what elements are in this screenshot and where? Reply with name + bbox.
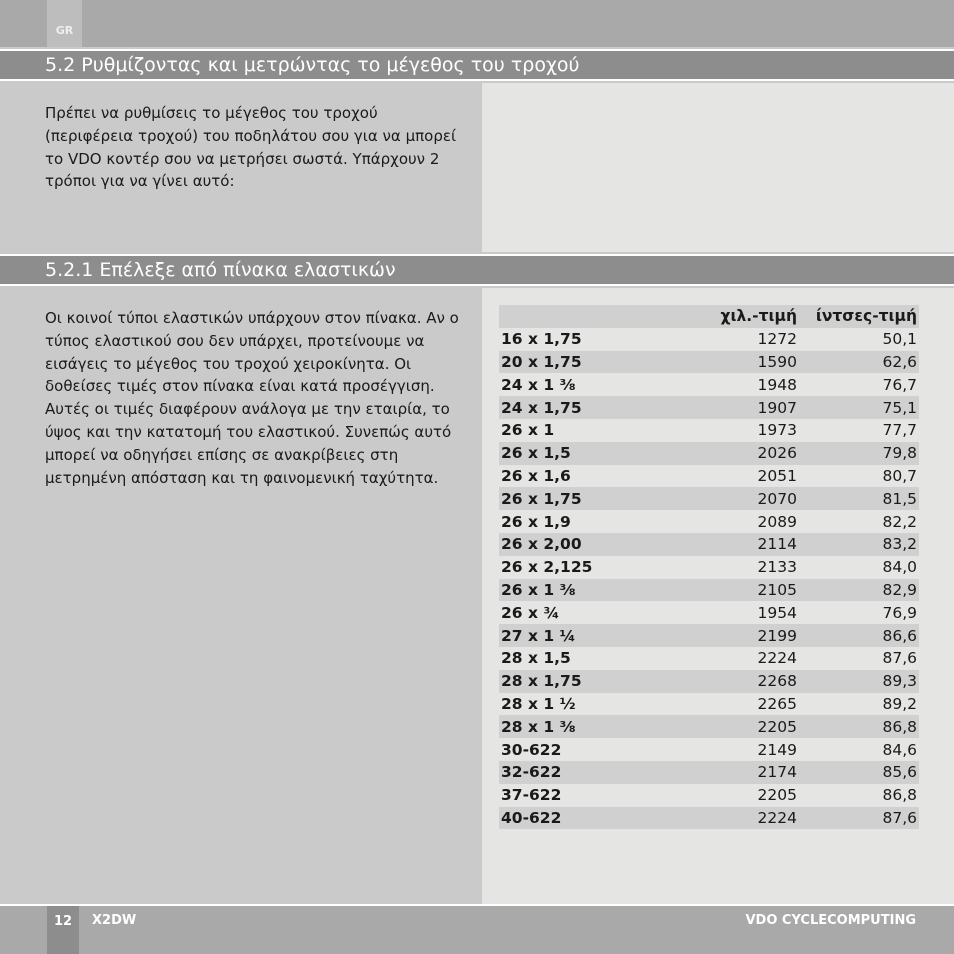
mm-value-cell: 1973 [757, 421, 797, 440]
page-number: 12 [47, 906, 79, 954]
tyre-size-cell: 24 x 1,75 [501, 398, 582, 417]
table-row [499, 510, 919, 533]
mm-value-cell: 2070 [757, 489, 797, 508]
table-row [499, 647, 919, 670]
tyre-size-cell: 24 x 1 ⅜ [501, 375, 576, 394]
tyre-size-cell: 26 x 2,125 [501, 558, 593, 577]
inch-value-cell: 80,7 [882, 466, 917, 485]
inch-value-cell: 76,9 [882, 603, 917, 622]
mm-value-cell: 2205 [757, 717, 797, 736]
inch-value-cell: 89,3 [882, 672, 917, 691]
table-row [499, 442, 919, 465]
mm-value-cell: 2199 [757, 626, 797, 645]
header-band [0, 0, 954, 47]
table-row [499, 351, 919, 374]
mm-value-cell: 2026 [757, 444, 797, 463]
inch-value-cell: 82,2 [882, 512, 917, 531]
table-row [499, 487, 919, 510]
tyre-size-cell: 26 x 1,75 [501, 489, 582, 508]
right-panel-intro [482, 83, 954, 252]
tyre-size-cell: 27 x 1 ¼ [501, 626, 576, 645]
inch-value-cell: 75,1 [882, 398, 917, 417]
inch-value-cell: 77,7 [882, 421, 917, 440]
tyre-size-cell: 26 x 1,9 [501, 512, 571, 531]
table-row [499, 670, 919, 693]
table-row [499, 624, 919, 647]
tyre-paragraph: Οι κοινοί τύποι ελαστικών υπάρχουν στον πίνακα. Αν ο τύπος ελαστικού σου δεν υπάρχει, προτείνουμε να εισάγεις το μέγεθος του τροχού χειροκίνητα. Οι δοθείσες τιμές στον πίνακα είναι κατά προσέγγιση. Αυτές οι τιμές διαφέρουν ανάλογα με την εταιρία, το ύψος και την κατατομή του ελαστικού. Συνεπώς αυτό μπορεί να οδηγήσει επίσης σε ανακρίβειες στη μετρημένη απόσταση και τη φαινομενική ταχύτητα. [45, 309, 459, 487]
subsection-heading [0, 254, 954, 286]
section-title: 5.2 Ρυθμίζοντας και μετρώντας το μέγεθος του τροχού [45, 54, 580, 76]
table-row [499, 419, 919, 442]
mm-value-cell: 2114 [757, 535, 797, 554]
subsection-title: 5.2.1 Επέλεξε από πίνακα ελαστικών [45, 259, 396, 281]
tyre-size-cell: 28 x 1 ½ [501, 694, 576, 713]
mm-value-cell: 2265 [757, 694, 797, 713]
tyre-size-cell: 37-622 [501, 786, 562, 805]
inch-value-cell: 81,5 [882, 489, 917, 508]
tyre-size-cell: 28 x 1 ⅜ [501, 717, 576, 736]
table-header-row [499, 305, 919, 328]
table-row [499, 373, 919, 396]
table-row [499, 556, 919, 579]
inch-value-cell: 84,0 [882, 558, 917, 577]
mm-value-cell: 1590 [757, 352, 797, 371]
tyre-size-cell: 30-622 [501, 740, 562, 759]
language-tab: GR [47, 0, 82, 47]
tyre-size-cell: 26 x 2,00 [501, 535, 582, 554]
table-row [499, 761, 919, 784]
intro-paragraph: Πρέπει να ρυθμίσεις το μέγεθος του τροχού (περιφέρεια τροχού) του ποδηλάτου σου για να μπορεί το VDO κοντέρ σου να μετρήσει σωστά. Υπάρχουν 2 τρόποι για να γίνει αυτό: [45, 104, 457, 191]
header-size [499, 305, 689, 328]
section-heading [0, 49, 954, 81]
inch-value-cell: 87,6 [882, 808, 917, 827]
mm-value-cell: 2205 [757, 786, 797, 805]
mm-value-cell: 2224 [757, 808, 797, 827]
table-row [499, 693, 919, 716]
table-row [499, 465, 919, 488]
header-inch: ίντσες-τιμή [815, 307, 917, 326]
tyre-size-cell: 16 x 1,75 [501, 330, 582, 349]
tyre-size-cell: 20 x 1,75 [501, 352, 582, 371]
mm-value-cell: 2149 [757, 740, 797, 759]
mm-value-cell: 2105 [757, 580, 797, 599]
tyre-size-cell: 26 x 1,5 [501, 444, 571, 463]
inch-value-cell: 82,9 [882, 580, 917, 599]
table-row [499, 601, 919, 624]
inch-value-cell: 79,8 [882, 444, 917, 463]
inch-value-cell: 84,6 [882, 740, 917, 759]
inch-value-cell: 86,8 [882, 717, 917, 736]
tyre-size-table [499, 305, 919, 829]
footer-brand: VDO CYCLECOMPUTING [745, 913, 916, 928]
footer-band [0, 904, 954, 954]
tyre-size-cell: 26 x ¾ [501, 603, 560, 622]
inch-value-cell: 89,2 [882, 694, 917, 713]
table-row [499, 579, 919, 602]
table-row [499, 328, 919, 351]
tyre-size-cell: 28 x 1,5 [501, 649, 571, 668]
table-row [499, 807, 919, 830]
inch-value-cell: 87,6 [882, 649, 917, 668]
mm-value-cell: 1907 [757, 398, 797, 417]
tyre-size-cell: 26 x 1 [501, 421, 555, 440]
inch-value-cell: 76,7 [882, 375, 917, 394]
table-row [499, 396, 919, 419]
inch-value-cell: 50,1 [882, 330, 917, 349]
tyre-size-cell: 40-622 [501, 808, 562, 827]
table-row [499, 533, 919, 556]
inch-value-cell: 85,6 [882, 763, 917, 782]
mm-value-cell: 2051 [757, 466, 797, 485]
inch-value-cell: 83,2 [882, 535, 917, 554]
inch-value-cell: 86,6 [882, 626, 917, 645]
header-mm: χιλ.-τιμή [720, 307, 797, 326]
tyre-size-cell: 26 x 1,6 [501, 466, 571, 485]
tyre-size-cell: 26 x 1 ⅜ [501, 580, 576, 599]
mm-value-cell: 1948 [757, 375, 797, 394]
mm-value-cell: 2089 [757, 512, 797, 531]
inch-value-cell: 62,6 [882, 352, 917, 371]
table-row [499, 715, 919, 738]
table-body [499, 328, 919, 830]
tyre-size-cell: 28 x 1,75 [501, 672, 582, 691]
footer-model: X2DW [92, 913, 137, 928]
mm-value-cell: 2133 [757, 558, 797, 577]
tyre-size-cell: 32-622 [501, 763, 562, 782]
mm-value-cell: 1954 [757, 603, 797, 622]
table-row [499, 784, 919, 807]
mm-value-cell: 2174 [757, 763, 797, 782]
mm-value-cell: 1272 [757, 330, 797, 349]
mm-value-cell: 2268 [757, 672, 797, 691]
mm-value-cell: 2224 [757, 649, 797, 668]
table-row [499, 738, 919, 761]
inch-value-cell: 86,8 [882, 786, 917, 805]
